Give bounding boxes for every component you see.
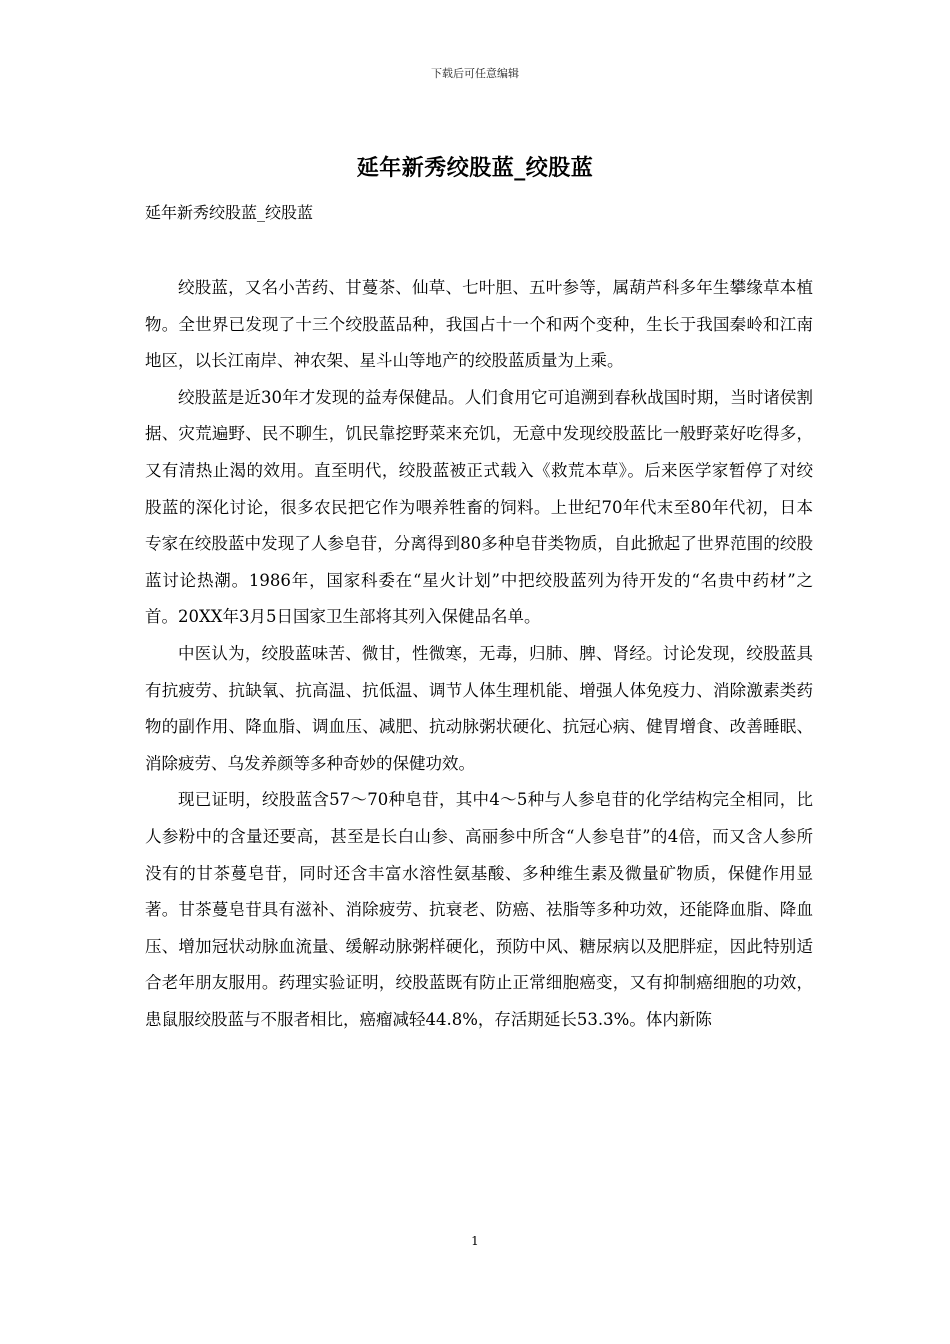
paragraph-4: 现已证明，绞股蓝含57～70种皂苷，其中4～5种与人参皂苷的化学结构完全相同，比人参粉中的含量还要高，甚至是长白山参、高丽参中所含“人参皂苷”的4倍，而又含人参所没有的甘茶蔓皂苷，同时还含丰富水溶性氨基酸、多种维生素及微量矿物质，保健作用显著。甘茶蔓皂苷具有滋补、消除疲劳、抗衰老、防癌、祛脂等多种功效，还能降血脂、降血压、增加冠状动脉血流量、缓解动脉粥样硬化，预防中风、糖尿病以及肥胖症，因此特别适合老年朋友服用。药理实验证明，绞股蓝既有防止正常细胞癌变，又有抑制癌细胞的功效，患鼠服绞股蓝与不服者相比，癌瘤减轻44.8%，存活期延长53.3%。体内新陈 [145,790,813,1029]
document-body [145,270,813,1038]
paragraph-3: 中医认为，绞股蓝味苦、微甘，性微寒，无毒，归肺、脾、肾经。讨论发现，绞股蓝具有抗疲劳、抗缺氧、抗高温、抗低温、调节人体生理机能、增强人体免疫力、消除激素类药物的副作用、降血脂、调血压、减肥、抗动脉粥状硬化、抗冠心病、健胃增食、改善睡眠、消除疲劳、乌发养颜等多种奇妙的保健功效。 [145,643,813,773]
page-number: 1 [471,1234,479,1248]
page-header-note: 下载后可任意编辑 [431,67,519,80]
document-title: 延年新秀绞股蓝_绞股蓝 [356,155,594,181]
paragraph-1: 绞股蓝，又名小苦药、甘蔓茶、仙草、七叶胆、五叶参等，属葫芦科多年生攀缘草本植物。全世界已发现了十三个绞股蓝品种，我国占十一个和两个变种，生长于我国秦岭和江南地区，以长江南岸、神农架、星斗山等地产的绞股蓝质量为上乘。 [145,278,813,371]
document-subtitle: 延年新秀绞股蓝_绞股蓝 [145,203,314,222]
paragraph-2: 绞股蓝是近30年才发现的益寿保健品。人们食用它可追溯到春秋战国时期，当时诸侯割据、灾荒遍野、民不聊生，饥民靠挖野菜来充饥，无意中发现绞股蓝比一般野菜好吃得多，又有清热止渴的效用。直至明代，绞股蓝被正式载入《救荒本草》。后来医学家暂停了对绞股蓝的深化讨论，很多农民把它作为喂养牲畜的饲料。上世纪70年代末至80年代初，日本专家在绞股蓝中发现了人参皂苷，分离得到80多种皂苷类物质，自此掀起了世界范围的绞股蓝讨论热潮。1986年，国家科委在“星火计划”中把绞股蓝列为待开发的“名贵中药材”之首。20XX年3月5日国家卫生部将其列入保健品名单。 [145,387,813,627]
